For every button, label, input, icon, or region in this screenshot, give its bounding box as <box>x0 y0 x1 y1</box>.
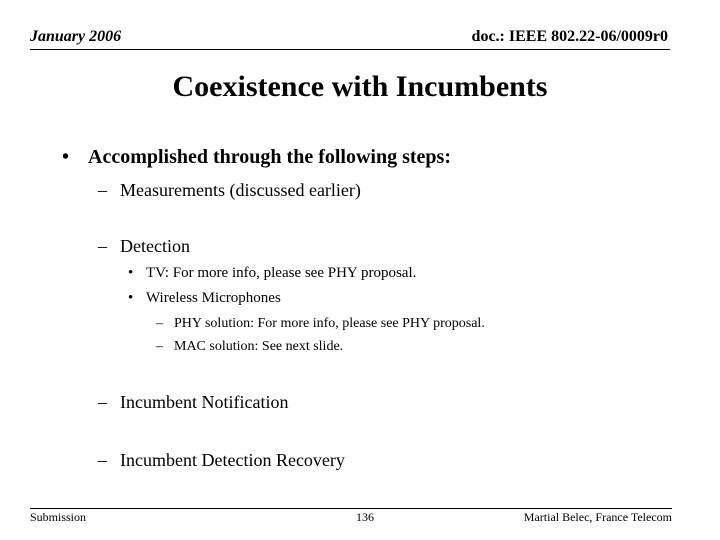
bullet-wireless-mics <box>128 290 281 307</box>
header-date: January 2006 <box>30 28 122 45</box>
dash-marker: – <box>156 339 163 354</box>
bullet-marker: • <box>128 265 134 281</box>
bullet-text: MAC solution: See next slide. <box>174 339 344 354</box>
bullet-text: Incumbent Notification <box>120 392 289 412</box>
dash-marker: – <box>98 450 107 470</box>
footer-submission: Submission <box>30 510 87 524</box>
footer-page-number: 136 <box>356 510 374 524</box>
dash-marker: – <box>98 392 107 412</box>
bullet-detection <box>98 236 190 257</box>
dash-marker: – <box>98 236 107 256</box>
slide-title: Coexistence with Incumbents <box>172 70 548 103</box>
bullet-text: Wireless Microphones <box>146 290 281 306</box>
bullet-incumbent-notification <box>98 392 288 413</box>
bullet-incumbent-detection-recovery <box>98 450 345 471</box>
header-divider <box>30 49 670 50</box>
dash-marker: – <box>156 316 163 331</box>
bullet-text: Accomplished through the following steps: <box>88 146 451 168</box>
header-doc-id: doc.: IEEE 802.22-06/0009r0 <box>471 28 668 45</box>
bullet-measurements <box>98 180 361 201</box>
bullet-text: PHY solution: For more info, please see PHY proposal. <box>174 316 485 331</box>
dash-marker: – <box>98 180 107 200</box>
footer-author: Martial Belec, France Telecom <box>523 510 672 524</box>
bullet-phy-solution <box>156 316 485 332</box>
bullet-tv <box>128 265 416 282</box>
bullet-text: Detection <box>120 236 190 256</box>
bullet-text: Incumbent Detection Recovery <box>120 450 345 470</box>
footer-divider <box>30 508 672 509</box>
bullet-text: Measurements (discussed earlier) <box>120 180 361 200</box>
bullet-marker: • <box>62 146 70 168</box>
bullet-text: TV: For more info, please see PHY proposal. <box>146 265 417 281</box>
bullet-level1 <box>62 146 451 169</box>
bullet-mac-solution <box>156 339 343 355</box>
bullet-marker: • <box>128 290 134 306</box>
